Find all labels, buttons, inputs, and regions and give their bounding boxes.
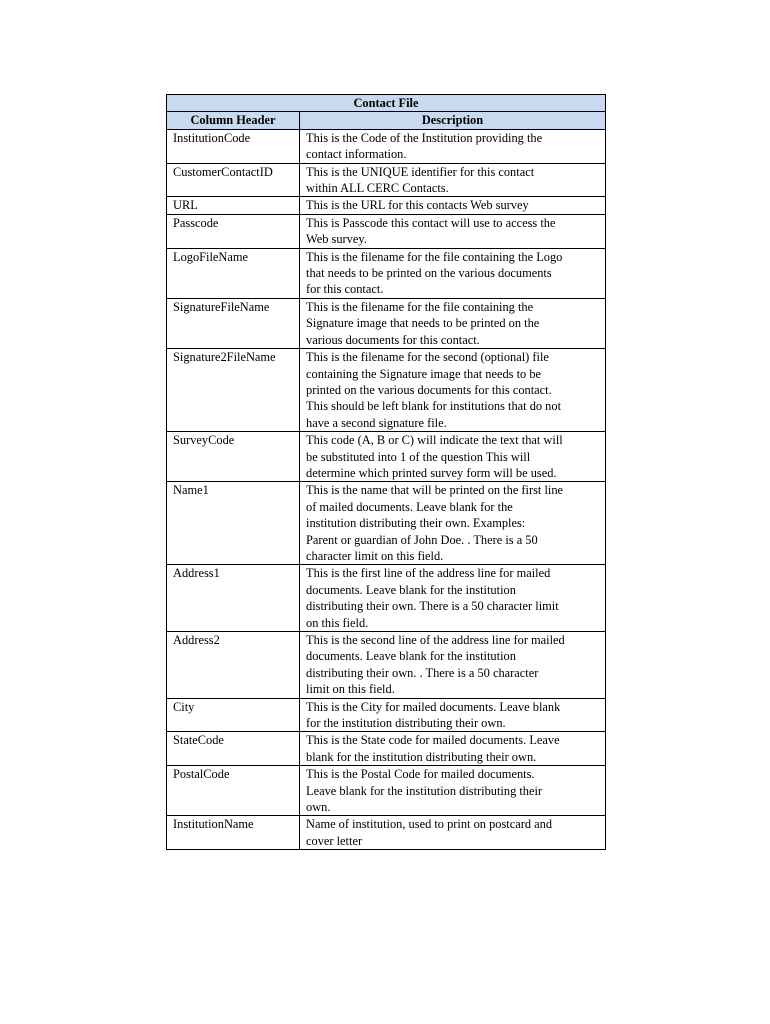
column-name-cell: CustomerContactID [167, 163, 300, 197]
description-line: character limit on this field. [306, 548, 444, 563]
description-line: Signature image that needs to be printed on the [306, 316, 540, 331]
column-name-cell: URL [167, 197, 300, 214]
column-name-cell: SignatureFileName [167, 298, 300, 348]
column-name-cell: Address1 [167, 565, 300, 632]
column-header-description: Description [300, 112, 606, 129]
description-cell [300, 632, 606, 699]
description-cell [300, 163, 606, 197]
description-cell [300, 698, 606, 732]
table-row [167, 298, 606, 348]
description-line: limit on this field. [306, 682, 395, 697]
table-body [167, 129, 606, 849]
description-line: Web survey. [306, 232, 367, 247]
table-row [167, 632, 606, 699]
description-line: on this field. [306, 615, 369, 630]
description-line: This is Passcode this contact will use to access the [306, 215, 556, 230]
description-line: own. [306, 800, 331, 815]
description-line: documents. Leave blank for the institution [306, 649, 516, 664]
column-name-cell: SurveyCode [167, 432, 300, 482]
description-line: This is the filename for the file containing the Logo [306, 249, 563, 264]
column-name-cell: InstitutionName [167, 816, 300, 850]
column-name-cell: Address2 [167, 632, 300, 699]
description-line: printed on the various documents for this contact. [306, 382, 552, 397]
description-line: This is the Code of the Institution providing the [306, 130, 543, 145]
description-cell [300, 197, 606, 214]
column-name-cell: PostalCode [167, 766, 300, 816]
table-row [167, 129, 606, 163]
description-line: Leave blank for the institution distributing their [306, 783, 543, 798]
column-name-cell: LogoFileName [167, 248, 300, 298]
description-line: containing the Signature image that needs to be [306, 366, 542, 381]
table-row [167, 565, 606, 632]
description-cell [300, 298, 606, 348]
table-row [167, 248, 606, 298]
description-cell [300, 214, 606, 248]
description-line: This is the second line of the address line for mailed [306, 633, 565, 647]
table-header-row [167, 112, 606, 129]
description-cell [300, 766, 606, 816]
description-line: This is the UNIQUE identifier for this contact [306, 164, 535, 179]
description-line: This is the first line of the address line for mailed [306, 566, 551, 581]
description-line: documents. Leave blank for the institution [306, 582, 516, 597]
description-line: have a second signature file. [306, 415, 447, 430]
description-cell [300, 432, 606, 482]
description-line: Name of institution, used to print on postcard and [306, 817, 553, 832]
column-name-cell: City [167, 698, 300, 732]
table-row [167, 163, 606, 197]
description-line: This is the filename for the file containing the [306, 299, 534, 314]
description-line: within ALL CERC Contacts. [306, 181, 449, 196]
description-line: This is the URL for this contacts Web survey [306, 198, 529, 213]
description-line: This is the filename for the second (optional) file [306, 350, 549, 365]
description-line: institution distributing their own. Examples: [306, 516, 526, 531]
description-line: This is the name that will be printed on the first line [306, 483, 564, 498]
description-line: cover letter [306, 833, 363, 848]
description-cell [300, 816, 606, 850]
column-name-cell: Signature2FileName [167, 349, 300, 432]
column-name-cell: StateCode [167, 732, 300, 766]
description-line: This is the State code for mailed documents. Leave [306, 733, 560, 748]
description-cell [300, 248, 606, 298]
description-line: for the institution distributing their own. [306, 716, 506, 731]
description-line: for this contact. [306, 282, 384, 297]
description-line: Parent or guardian of John Doe. . There is a 50 [306, 532, 538, 547]
table-row [167, 197, 606, 214]
description-line: This should be left blank for institutions that do not [306, 399, 562, 414]
column-name-cell: InstitutionCode [167, 129, 300, 163]
table-row [167, 482, 606, 565]
description-line: blank for the institution distributing their own. [306, 749, 537, 764]
description-line: distributing their own. . There is a 50 character [306, 665, 539, 680]
description-cell [300, 349, 606, 432]
description-line: that needs to be printed on the various documents [306, 266, 552, 281]
description-cell [300, 129, 606, 163]
description-line: be substituted into 1 of the question This will [306, 449, 531, 464]
table-row [167, 732, 606, 766]
column-name-cell: Passcode [167, 214, 300, 248]
description-line: various documents for this contact. [306, 332, 480, 347]
description-line: distributing their own. There is a 50 character limit [306, 599, 559, 614]
table-row [167, 432, 606, 482]
description-cell [300, 732, 606, 766]
description-line: determine which printed survey form will be used. [306, 465, 557, 480]
table-row [167, 698, 606, 732]
table-row [167, 766, 606, 816]
description-line: This is the City for mailed documents. Leave blank [306, 699, 561, 714]
description-line: contact information. [306, 147, 407, 162]
column-name-cell: Name1 [167, 482, 300, 565]
table-title: Contact File [167, 95, 606, 112]
description-line: of mailed documents. Leave blank for the [306, 499, 513, 514]
table-row [167, 816, 606, 850]
description-cell [300, 565, 606, 632]
description-cell [300, 482, 606, 565]
contact-file-table [166, 94, 606, 850]
description-line: This is the Postal Code for mailed documents. [306, 767, 535, 782]
table-title-row [167, 95, 606, 112]
column-header-name: Column Header [167, 112, 300, 129]
description-line: This code (A, B or C) will indicate the text that will [306, 433, 563, 448]
table-row [167, 349, 606, 432]
table-row [167, 214, 606, 248]
